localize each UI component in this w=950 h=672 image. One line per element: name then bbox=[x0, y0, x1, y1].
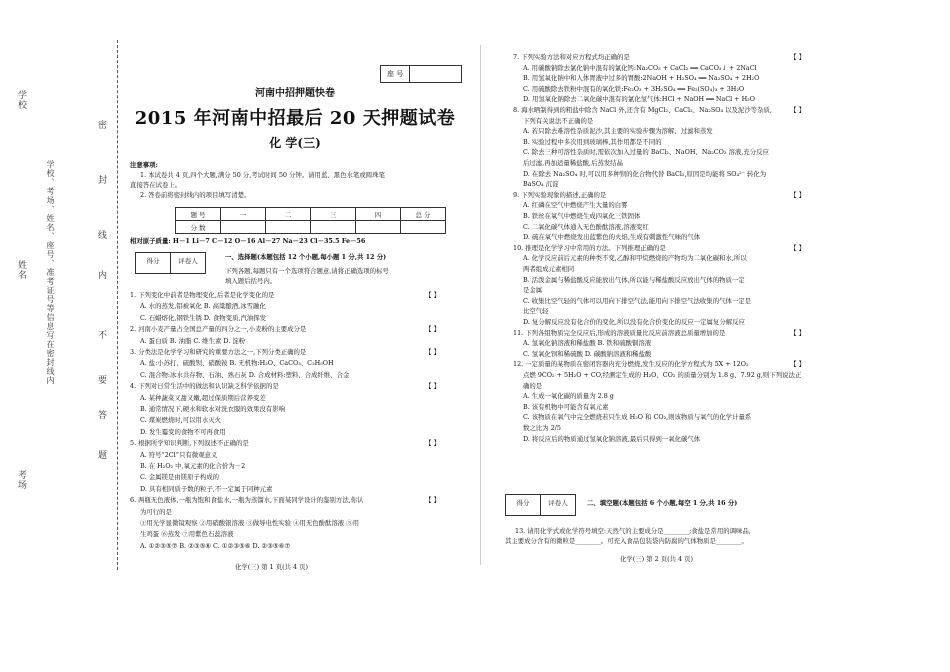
binding-field-school: 学校 bbox=[16, 90, 26, 110]
question-line: ①用光学显微镜观察 ②用硝酸银溶液 ③做导电性实验 ④用无色酚酞溶液 ⑤用 bbox=[140, 519, 360, 527]
notes-item-1b: 直接答在试卷上。 bbox=[130, 181, 182, 189]
question-line: A. 蛋白质 B. 油脂 C. 维生素 D. 淀粉 bbox=[140, 336, 246, 345]
answer-bracket[interactable]: 【 】 bbox=[425, 291, 441, 299]
answer-bracket[interactable]: 【 】 bbox=[425, 496, 441, 505]
exam-subject: 化 学(三) bbox=[269, 136, 321, 150]
question-line: A. 符号“2Cl”只有微观意义 bbox=[140, 450, 218, 459]
question-line: A. 生成一氧化碳的质量为 2.8 g bbox=[523, 392, 614, 401]
question-line: 点燃 9CO₂ + 5H₂O + CO,经测定生成的 H₂O、CO₂ 的质量分别为 1.8 g、7.92 g,则下列说法正 bbox=[523, 371, 802, 379]
section2-heading: 二、填空题(本题包括 6 个小题,每空 1 分,共 16 分) bbox=[587, 499, 738, 507]
question-line: D. 在除去 Na₂SO₄ 时,可以用多种钡的化合物代替 BaCl₂,原因是均能将 SO₄²⁻ 转化为 bbox=[523, 169, 767, 178]
grader-reviewer-label: 评卷人 bbox=[548, 499, 568, 507]
question-line: A. 盐:小苏打、硫酸钡、硝酸铵 B. 无机物:H₂O、CaCO₃、C₂H₅OH bbox=[140, 359, 334, 368]
question-line: B. 在 H₂O₂ 中,氧元素的化合价为－2 bbox=[140, 462, 246, 470]
question-line: A. 水的蒸发,铝被氧化 B. 高粱酿酒,冰雪融化 bbox=[140, 302, 266, 311]
question-line: 确的是 bbox=[523, 381, 543, 390]
seat-number-box bbox=[380, 65, 462, 83]
question-line: 数之比为 2/5 bbox=[523, 424, 561, 432]
question-line: D. 复分解反应没有化合价的变化,所以没有化合价变化的反应一定属复分解反应 bbox=[523, 318, 745, 326]
question-line: 12. 一定质量的某物质在密闭容器内充分燃烧,发生反应的化学方程式为 5X + 12O₂ bbox=[513, 360, 749, 369]
atomic-masses: 相对原子质量: H－1 Li－7 C－12 O－16 Al－27 Na－23 Cl－35.5 Fe－56 bbox=[130, 237, 366, 245]
question-line: C. 用硫酸除去铁粉中混有的氧化铁:Fe₂O₃ + 3H₂SO₄ ══ Fe₂(SO₄)₃ + 3H₂O bbox=[523, 84, 745, 93]
binding-field-name: 姓名 bbox=[16, 260, 26, 280]
question-line: 4. 下列对日常生活中的做法和认识缺乏科学依据的是 bbox=[130, 382, 279, 391]
score-header: 题 号 bbox=[176, 208, 221, 221]
question-line: C. 二氧化碳气体通入无色酚酞溶液,溶液变红 bbox=[523, 222, 649, 231]
page-divider bbox=[480, 45, 481, 565]
question-line: 比空气轻 bbox=[523, 307, 549, 316]
answer-bracket[interactable]: 【 】 bbox=[790, 53, 806, 61]
question-line: B. 用氢氧化钠中和人体胃液中过多的胃酸:2NaOH + H₂SO₄ ══ Na₂SO₄ + 2H₂O bbox=[523, 74, 760, 83]
score-header: 四 bbox=[356, 208, 401, 221]
answer-bracket[interactable]: 【 】 bbox=[425, 325, 441, 334]
q13-line2: 其主要成分含有的微粒是________。可充入食品包装袋内防腐的气体物质是________。 bbox=[505, 537, 748, 545]
question-line: A. 红磷在空气中燃烧产生大量的白雾 bbox=[523, 201, 628, 210]
question-line: 2. 河南小麦产量占全国总产量的四分之一,小麦粉的主要成分是 bbox=[130, 325, 307, 334]
exam-series: 河南中招押题快卷 bbox=[255, 88, 335, 99]
question-line: 为可行的是 bbox=[140, 507, 172, 516]
answer-bracket[interactable]: 【 】 bbox=[790, 243, 806, 252]
grader-box-1 bbox=[135, 252, 206, 274]
answer-bracket[interactable]: 【 】 bbox=[790, 328, 806, 337]
answer-bracket[interactable]: 【 】 bbox=[790, 190, 806, 199]
question-line: C. 煤炭燃烧时,可以用水灭火 bbox=[140, 416, 222, 425]
question-line: 11. 下列各组物质完全反应后,形成的溶液质量比反应前溶液总质量增加的是 bbox=[513, 328, 726, 337]
binding-seal-2: 封 bbox=[96, 175, 106, 185]
question-line: 1. 下列变化中前者是物理变化,后者是化学变化的是 bbox=[130, 291, 275, 299]
question-line: D. 将反应后的物质通过氢氧化钠溶液,最后只得到一氧化碳气体 bbox=[523, 434, 701, 443]
question-line: D. 发生霉变的食物不可再食用 bbox=[140, 427, 226, 436]
grader-score-label: 得分 bbox=[506, 495, 541, 515]
question-line: 7. 下列实验方法和对应方程式均正确的是 bbox=[513, 53, 630, 61]
grader-score-label: 得分 bbox=[136, 253, 171, 273]
section1-heading: 一、选择题(本题包括 12 个小题,每小题 1 分,共 12 分) bbox=[225, 253, 387, 261]
exam-title: 2015 年河南中招最后 20 天押题试卷 bbox=[134, 108, 456, 129]
binding-cut-line bbox=[117, 40, 118, 570]
question-line: C. 除去三种可溶性杂质时,需依次加入过量的 BaCl₂、NaOH、Na₂CO₃ 溶液,充分反应 bbox=[523, 148, 769, 157]
answer-bracket[interactable]: 【 】 bbox=[425, 382, 441, 391]
question-line: 5. 根据所学知识判断,下列叙述不正确的是 bbox=[130, 439, 249, 448]
notes-item-2: 2. 答卷前将密封线内的项目填写清楚。 bbox=[140, 191, 251, 199]
question-line: C. 收集比空气轻的气体可以用向下排空气法,能用向下排空气法收集的气体一定是 bbox=[523, 296, 752, 305]
question-line: D. 硫在氧气中燃烧发出蓝紫色的火焰,生成有刺激性气味的气体 bbox=[523, 233, 701, 242]
score-header: 二 bbox=[266, 208, 311, 221]
score-header: 三 bbox=[311, 208, 356, 221]
section1-instruction-1: 下列各题,每题只有一个选项符合题意,请将正确选项的标号 bbox=[225, 267, 389, 275]
notes-heading: 注意事项: bbox=[130, 161, 158, 169]
question-line: D. 用氢氧化钠除去二氧化碳中混有的氯化氢气体:HCl + NaOH ══ NaCl + H₂O bbox=[523, 95, 755, 104]
binding-note: 学校、考场、姓名、座号、准考证号等信息写在密封线内 bbox=[46, 160, 55, 385]
binding-seal-4: 内 bbox=[96, 270, 106, 280]
question-line: A. ①②③⑤⑦ B. ②③⑤⑥ C. ①②③⑤⑥ D. ②③⑤⑥⑦ bbox=[140, 541, 291, 550]
question-line: 3. 分类法是化学学习和研究的重要方法之一,下列分类正确的是 bbox=[130, 348, 307, 356]
question-line: B. 铁丝在氧气中燃烧生成四氧化三铁固体 bbox=[523, 212, 641, 220]
question-line: A. 用碳酸钠除去氯化钠中混有的氯化钙:Na₂CO₃ + CaCl₂ ══ CaCO₃↓ + 2NaCl bbox=[523, 63, 757, 72]
answer-bracket[interactable]: 【 】 bbox=[425, 439, 441, 448]
binding-seal-5: 不 bbox=[96, 330, 106, 340]
footer-left: 化学(三) 第 1 页(共 4 页) bbox=[235, 563, 308, 571]
q13-line1: 13. 请用化学式或化学符号填空:天然气的主要成分是________;食盐是常用的调味品, bbox=[515, 527, 751, 535]
question-line: C. 氢氧化钡和稀硫酸 D. 碳酸钠溶液和稀盐酸 bbox=[523, 349, 652, 358]
question-line: D. 具有相同质子数的粒子,不一定属于同种元素 bbox=[140, 484, 273, 493]
question-line: 后过滤,再加适量稀盐酸,后蒸发结晶 bbox=[523, 159, 623, 167]
question-line: A. 化学反应前后元素的种类不变,乙醇和甲烷燃烧的产物均为二氧化碳和水,所以 bbox=[523, 254, 747, 263]
question-line: 生鸡蛋 ⑥蒸发 ⑦用紫色石蕊溶液 bbox=[140, 530, 234, 539]
binding-seal-7: 答 bbox=[96, 410, 106, 420]
score-row-label: 分 数 bbox=[176, 221, 221, 234]
binding-field-room: 考场 bbox=[16, 470, 26, 490]
binding-seal-6: 要 bbox=[96, 375, 106, 385]
score-header: 总 分 bbox=[401, 208, 446, 221]
binding-seal-3: 线 bbox=[96, 230, 106, 240]
seat-label: 座 号 bbox=[381, 66, 410, 82]
answer-bracket[interactable]: 【 】 bbox=[790, 106, 806, 114]
question-line: A. 某种蔬菜又甜又嫩,超过保质期后营养变差 bbox=[140, 393, 266, 402]
question-line: A. 若只除去难溶性杂质泥沙,其主要的实验步骤为溶解、过滤和蒸发 bbox=[523, 127, 713, 136]
question-line: C. 该物质在氧气中完全燃烧若只生成 H₂O 和 CO₂,则该物质与氧气的化学计量系 bbox=[523, 413, 752, 422]
question-line: 下列有关说法不正确的是 bbox=[523, 116, 594, 125]
question-line: 是金属 bbox=[523, 286, 543, 295]
question-line: 8. 海水晒制得到的粗盐中除含 NaCl 外,还含有 MgCl₂、CaCl₂、Na₂SO₄ 以及泥沙等杂质, bbox=[513, 106, 772, 114]
question-line: A. 氢氧化钠溶液和稀盐酸 B. 铁和硫酸铜溶液 bbox=[523, 339, 652, 348]
notes-item-1: 1. 本试卷共 4 页,四个大题,满分 50 分,考试时间 50 分钟。请用蓝、黑色水笔或圆珠笔 bbox=[140, 171, 385, 179]
question-line: B. 该有机物中可能含有氧元素 bbox=[523, 402, 609, 411]
grader-box-2 bbox=[505, 494, 576, 516]
answer-bracket[interactable]: 【 】 bbox=[790, 360, 806, 369]
binding-seal-8: 题 bbox=[96, 450, 106, 460]
question-line: B. 实验过程中多次用到玻璃棒,其作用都是不同的 bbox=[523, 137, 662, 146]
question-line: B. 活泼金属与稀盐酸反应能放出气体,所以能与稀盐酸反应放出气体的物质一定 bbox=[523, 275, 745, 284]
question-line: C. 金属镁是由镁原子构成的 bbox=[140, 473, 220, 482]
question-line: 9. 下列实验现象的描述,正确的是 bbox=[513, 190, 607, 199]
question-line: 10. 推理是化学学习中常用的方法。下列推理正确的是 bbox=[513, 243, 666, 252]
question-line: 两者组成元素相同 bbox=[523, 265, 575, 273]
grader-reviewer-label: 评卷人 bbox=[178, 257, 198, 265]
footer-right: 化学(三) 第 2 页(共 4 页) bbox=[620, 555, 693, 563]
answer-bracket[interactable]: 【 】 bbox=[425, 348, 441, 356]
binding-seal-1: 密 bbox=[96, 120, 106, 130]
question-line: BaSO₄ 沉淀 bbox=[523, 180, 559, 189]
score-header: 一 bbox=[221, 208, 266, 221]
question-line: C. 混合物:冰水共存物、石油、熟石灰 D. 合成材料:塑料、合成纤维、合金 bbox=[140, 370, 350, 379]
question-line: C. 石蜡熔化,钢铁生锈 D. 食物变质,汽油挥发 bbox=[140, 313, 267, 322]
question-line: B. 通常情况下,硬水和软水对洗衣服的效果没有影响 bbox=[140, 405, 285, 413]
section1-instruction-2: 填入题后括号内。 bbox=[225, 277, 277, 285]
question-line: 6. 两瓶无色液体,一瓶为饱和食盐水,一瓶为蒸馏水,下面某同学设计的鉴别方法,你认 bbox=[130, 496, 364, 505]
score-table bbox=[175, 207, 446, 234]
